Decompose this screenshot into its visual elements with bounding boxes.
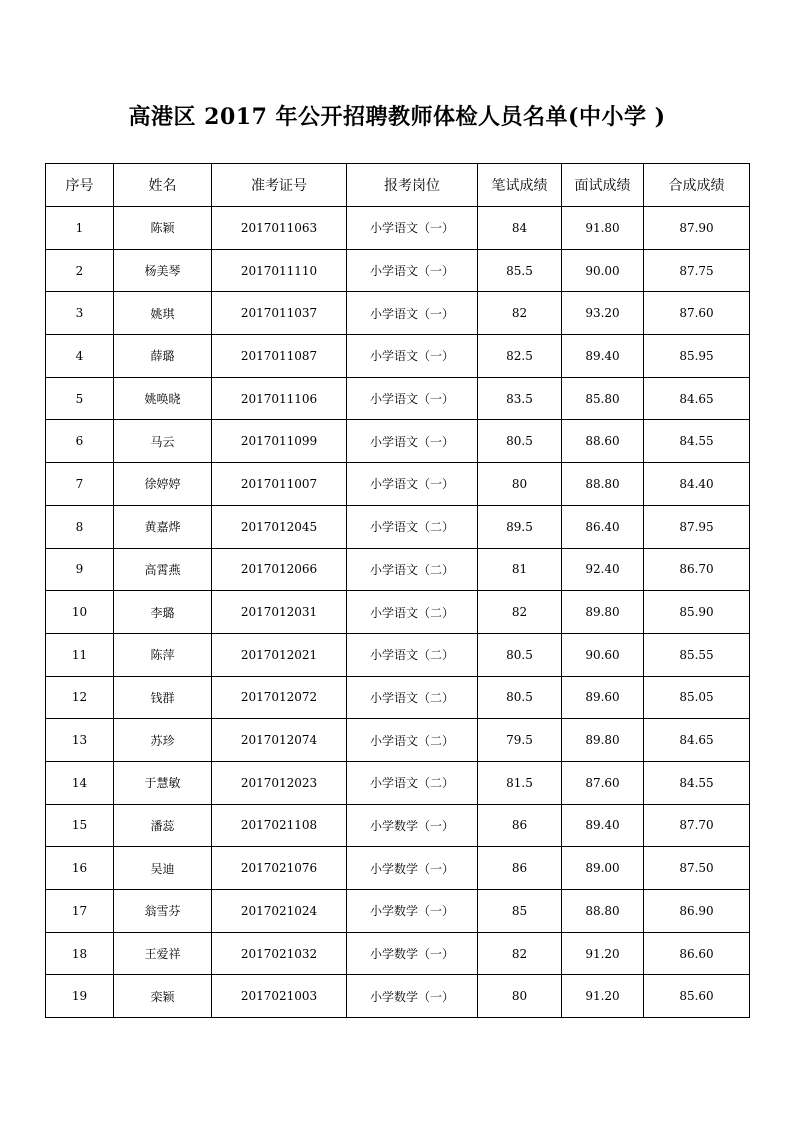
- table-row: [46, 292, 750, 335]
- cell-name: 马云: [114, 420, 212, 463]
- cell-combined-score: 84.55: [644, 761, 750, 804]
- cell-index: 2: [46, 249, 114, 292]
- cell-index: 1: [46, 207, 114, 250]
- table-row: [46, 207, 750, 250]
- cell-combined-score: 87.50: [644, 847, 750, 890]
- cell-exam-id: 2017011110: [212, 249, 347, 292]
- cell-exam-id: 2017012045: [212, 505, 347, 548]
- cell-position: 小学语文（一）: [347, 249, 478, 292]
- cell-name: 陈萍: [114, 633, 212, 676]
- cell-written-score: 79.5: [478, 719, 562, 762]
- cell-position: 小学语文（一）: [347, 377, 478, 420]
- table-row: [46, 249, 750, 292]
- cell-interview-score: 88.60: [562, 420, 644, 463]
- cell-position: 小学语文（二）: [347, 505, 478, 548]
- cell-exam-id: 2017011063: [212, 207, 347, 250]
- table-row: [46, 505, 750, 548]
- page-title: 高港区 2017 年公开招聘教师体检人员名单(中小学 ): [128, 104, 666, 130]
- cell-interview-score: 85.80: [562, 377, 644, 420]
- cell-name: 徐婷婷: [114, 463, 212, 506]
- cell-position: 小学数学（一）: [347, 804, 478, 847]
- cell-combined-score: 87.90: [644, 207, 750, 250]
- cell-name: 陈颖: [114, 207, 212, 250]
- cell-written-score: 86: [478, 804, 562, 847]
- cell-combined-score: 85.05: [644, 676, 750, 719]
- cell-written-score: 80.5: [478, 676, 562, 719]
- cell-exam-id: 2017011007: [212, 463, 347, 506]
- table-body: [46, 207, 750, 1018]
- cell-name: 吴迪: [114, 847, 212, 890]
- cell-index: 11: [46, 633, 114, 676]
- cell-written-score: 80: [478, 463, 562, 506]
- cell-name: 于慧敏: [114, 761, 212, 804]
- table-row: [46, 335, 750, 378]
- cell-name: 苏珍: [114, 719, 212, 762]
- cell-exam-id: 2017021003: [212, 975, 347, 1018]
- cell-position: 小学语文（二）: [347, 633, 478, 676]
- cell-index: 19: [46, 975, 114, 1018]
- cell-name: 李璐: [114, 591, 212, 634]
- cell-index: 14: [46, 761, 114, 804]
- cell-combined-score: 86.60: [644, 932, 750, 975]
- cell-written-score: 84: [478, 207, 562, 250]
- cell-index: 13: [46, 719, 114, 762]
- cell-interview-score: 89.80: [562, 591, 644, 634]
- cell-index: 4: [46, 335, 114, 378]
- cell-index: 10: [46, 591, 114, 634]
- cell-index: 3: [46, 292, 114, 335]
- table-row: [46, 932, 750, 975]
- table-row: [46, 719, 750, 762]
- cell-combined-score: 87.75: [644, 249, 750, 292]
- cell-combined-score: 87.70: [644, 804, 750, 847]
- cell-name: 钱群: [114, 676, 212, 719]
- cell-combined-score: 86.90: [644, 890, 750, 933]
- cell-combined-score: 85.95: [644, 335, 750, 378]
- table-row: [46, 377, 750, 420]
- cell-interview-score: 91.80: [562, 207, 644, 250]
- cell-interview-score: 91.20: [562, 975, 644, 1018]
- cell-interview-score: 91.20: [562, 932, 644, 975]
- cell-interview-score: 88.80: [562, 463, 644, 506]
- cell-exam-id: 2017021024: [212, 890, 347, 933]
- cell-written-score: 82.5: [478, 335, 562, 378]
- cell-position: 小学数学（一）: [347, 847, 478, 890]
- cell-exam-id: 2017012066: [212, 548, 347, 591]
- cell-index: 9: [46, 548, 114, 591]
- cell-index: 6: [46, 420, 114, 463]
- cell-written-score: 82: [478, 292, 562, 335]
- cell-exam-id: 2017021032: [212, 932, 347, 975]
- table-row: [46, 847, 750, 890]
- cell-interview-score: 89.80: [562, 719, 644, 762]
- column-header-interview-score: 面试成绩: [562, 164, 644, 207]
- cell-exam-id: 2017011087: [212, 335, 347, 378]
- cell-written-score: 89.5: [478, 505, 562, 548]
- table-row: [46, 633, 750, 676]
- candidate-table: [45, 163, 750, 1018]
- cell-interview-score: 92.40: [562, 548, 644, 591]
- cell-written-score: 85: [478, 890, 562, 933]
- cell-name: 高霄燕: [114, 548, 212, 591]
- cell-exam-id: 2017012072: [212, 676, 347, 719]
- cell-written-score: 80.5: [478, 633, 562, 676]
- cell-combined-score: 85.60: [644, 975, 750, 1018]
- table-row: [46, 676, 750, 719]
- cell-position: 小学语文（一）: [347, 420, 478, 463]
- cell-interview-score: 93.20: [562, 292, 644, 335]
- cell-name: 王爱祥: [114, 932, 212, 975]
- cell-name: 翁雪芬: [114, 890, 212, 933]
- cell-written-score: 85.5: [478, 249, 562, 292]
- cell-exam-id: 2017012023: [212, 761, 347, 804]
- cell-index: 8: [46, 505, 114, 548]
- cell-position: 小学语文（一）: [347, 463, 478, 506]
- column-header-name: 姓名: [114, 164, 212, 207]
- cell-index: 12: [46, 676, 114, 719]
- cell-exam-id: 2017011037: [212, 292, 347, 335]
- cell-position: 小学语文（二）: [347, 548, 478, 591]
- cell-index: 18: [46, 932, 114, 975]
- cell-written-score: 81.5: [478, 761, 562, 804]
- cell-combined-score: 84.65: [644, 719, 750, 762]
- cell-exam-id: 2017012074: [212, 719, 347, 762]
- cell-name: 姚琪: [114, 292, 212, 335]
- cell-interview-score: 88.80: [562, 890, 644, 933]
- cell-exam-id: 2017012021: [212, 633, 347, 676]
- cell-position: 小学语文（一）: [347, 207, 478, 250]
- cell-index: 15: [46, 804, 114, 847]
- cell-combined-score: 84.55: [644, 420, 750, 463]
- cell-written-score: 80: [478, 975, 562, 1018]
- cell-position: 小学语文（二）: [347, 719, 478, 762]
- cell-index: 17: [46, 890, 114, 933]
- cell-written-score: 86: [478, 847, 562, 890]
- cell-interview-score: 90.60: [562, 633, 644, 676]
- column-header-combined-score: 合成成绩: [644, 164, 750, 207]
- cell-written-score: 82: [478, 591, 562, 634]
- cell-position: 小学语文（一）: [347, 292, 478, 335]
- cell-name: 栾颖: [114, 975, 212, 1018]
- table-row: [46, 420, 750, 463]
- cell-written-score: 83.5: [478, 377, 562, 420]
- cell-exam-id: 2017021076: [212, 847, 347, 890]
- table-row: [46, 890, 750, 933]
- table-row: [46, 591, 750, 634]
- cell-combined-score: 87.60: [644, 292, 750, 335]
- cell-interview-score: 89.00: [562, 847, 644, 890]
- cell-exam-id: 2017012031: [212, 591, 347, 634]
- table-row: [46, 975, 750, 1018]
- cell-name: 杨美琴: [114, 249, 212, 292]
- cell-position: 小学语文（二）: [347, 761, 478, 804]
- cell-written-score: 81: [478, 548, 562, 591]
- cell-position: 小学语文（二）: [347, 676, 478, 719]
- cell-exam-id: 2017011099: [212, 420, 347, 463]
- cell-written-score: 82: [478, 932, 562, 975]
- cell-combined-score: 84.40: [644, 463, 750, 506]
- cell-combined-score: 84.65: [644, 377, 750, 420]
- cell-combined-score: 85.55: [644, 633, 750, 676]
- cell-interview-score: 86.40: [562, 505, 644, 548]
- cell-exam-id: 2017021108: [212, 804, 347, 847]
- cell-position: 小学数学（一）: [347, 975, 478, 1018]
- table-row: [46, 463, 750, 506]
- cell-interview-score: 89.40: [562, 335, 644, 378]
- column-header-exam-id: 准考证号: [212, 164, 347, 207]
- cell-index: 7: [46, 463, 114, 506]
- cell-index: 5: [46, 377, 114, 420]
- cell-name: 黄嘉烨: [114, 505, 212, 548]
- cell-interview-score: 89.40: [562, 804, 644, 847]
- cell-interview-score: 90.00: [562, 249, 644, 292]
- cell-interview-score: 89.60: [562, 676, 644, 719]
- cell-position: 小学语文（一）: [347, 335, 478, 378]
- cell-position: 小学数学（一）: [347, 932, 478, 975]
- cell-position: 小学语文（二）: [347, 591, 478, 634]
- cell-combined-score: 86.70: [644, 548, 750, 591]
- cell-written-score: 80.5: [478, 420, 562, 463]
- cell-name: 姚唤晓: [114, 377, 212, 420]
- cell-interview-score: 87.60: [562, 761, 644, 804]
- column-header-index: 序号: [46, 164, 114, 207]
- cell-name: 潘蕊: [114, 804, 212, 847]
- column-header-written-score: 笔试成绩: [478, 164, 562, 207]
- cell-position: 小学数学（一）: [347, 890, 478, 933]
- cell-combined-score: 87.95: [644, 505, 750, 548]
- table-header-row: [46, 164, 750, 207]
- table-row: [46, 761, 750, 804]
- cell-name: 薛璐: [114, 335, 212, 378]
- cell-exam-id: 2017011106: [212, 377, 347, 420]
- table-row: [46, 804, 750, 847]
- cell-combined-score: 85.90: [644, 591, 750, 634]
- column-header-position: 报考岗位: [347, 164, 478, 207]
- table-row: [46, 548, 750, 591]
- cell-index: 16: [46, 847, 114, 890]
